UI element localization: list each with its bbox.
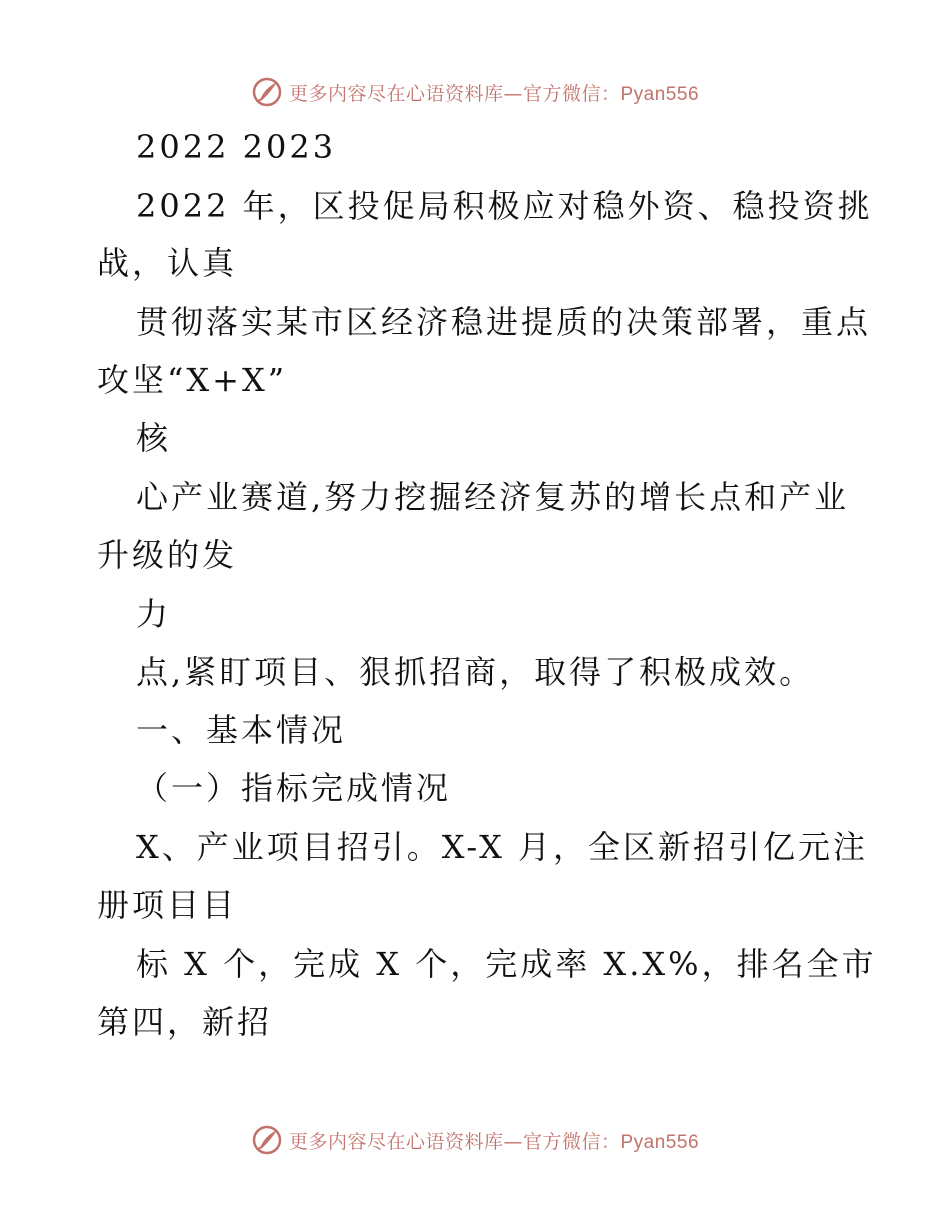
text-line: 2022 2023 [136, 128, 337, 166]
text-line: 贯彻落实某市区经济稳进提质的决策部署，重点 [136, 303, 872, 341]
text-line: 心产业赛道,努力挖掘经济复苏的增长点和产业 [136, 478, 850, 516]
text-line: 攻坚“X+X” [97, 361, 288, 399]
text-line: 第四，新招 [97, 1003, 273, 1041]
text-line: 力 [136, 595, 172, 633]
text-line: 标 X 个，完成 X 个，完成率 X.X%，排名全市 [136, 945, 877, 983]
section-heading: 一、基本情况 [136, 711, 347, 749]
text-line: X、产业项目招引。X-X 月，全区新招引亿元注 [136, 828, 869, 866]
text-line: 核 [136, 419, 172, 457]
footer-watermark [0, 1120, 950, 1160]
quill-logo-icon [251, 1124, 283, 1156]
text-line: 点,紧盯项目、狠抓招商，取得了积极成效。 [136, 653, 815, 691]
text-line: 册项目目 [97, 886, 238, 924]
text-line: 升级的发 [97, 536, 238, 574]
header-watermark [0, 72, 950, 112]
text-line: 2022 年，区投促局积极应对稳外资、稳投资挑 [136, 187, 873, 225]
subsection-heading: （一）指标完成情况 [136, 769, 452, 807]
quill-logo-icon [251, 76, 283, 108]
watermark-text: 更多内容尽在心语资料库—官方微信：Pyan556 [288, 1130, 700, 1153]
text-line: 战，认真 [97, 244, 238, 282]
watermark-text: 更多内容尽在心语资料库—官方微信：Pyan556 [288, 82, 700, 105]
